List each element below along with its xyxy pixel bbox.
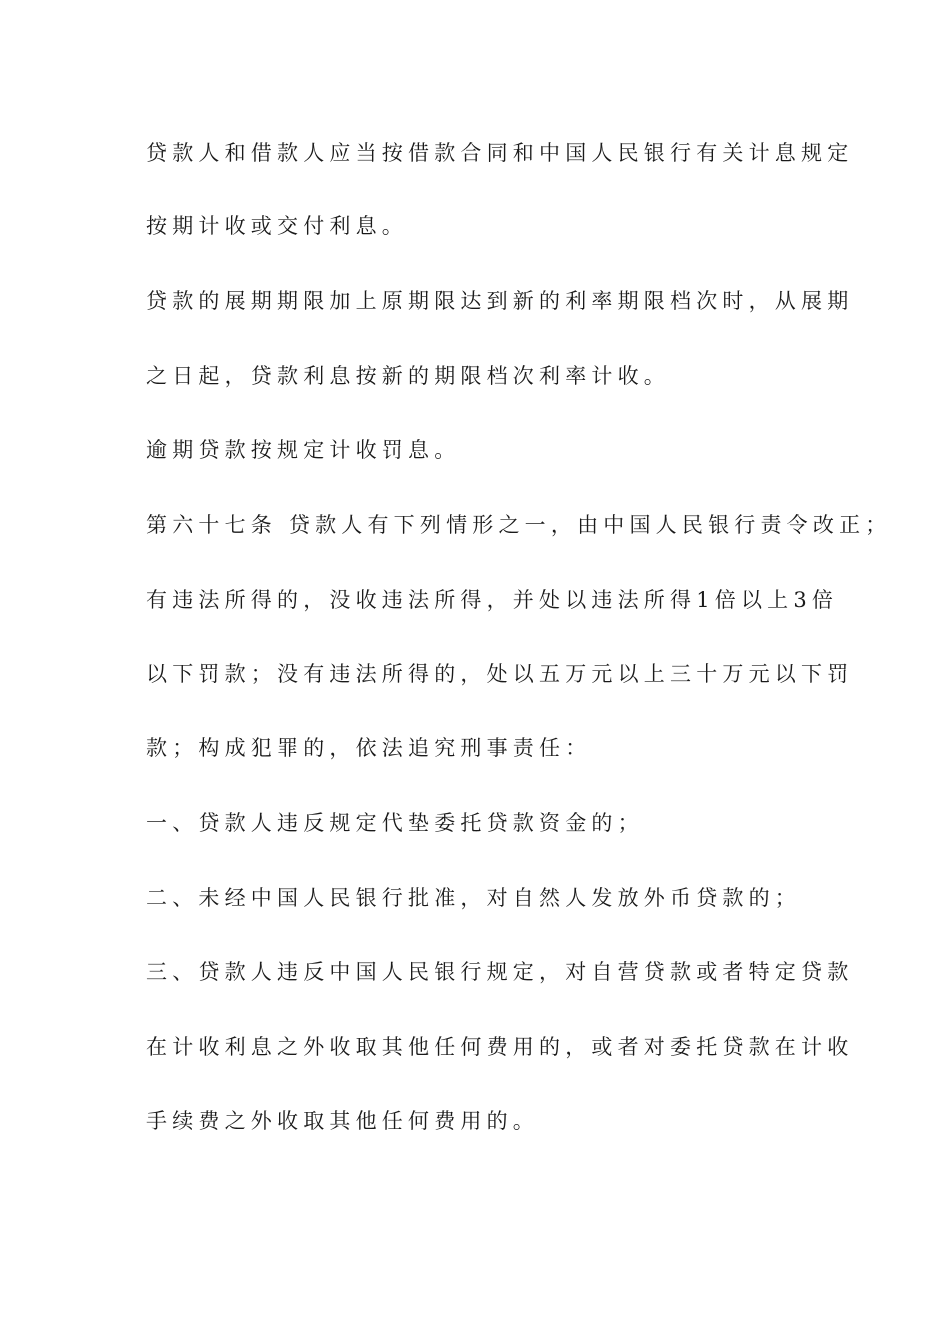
text-line: 三、贷款人违反中国人民银行规定，对自营贷款或者特定贷款: [146, 960, 854, 984]
text-line: 二、未经中国人民银行批准，对自然人发放外币贷款的；: [146, 886, 801, 910]
text-line: 以下罚款；没有违法所得的，处以五万元以上三十万元以下罚: [146, 662, 854, 686]
text-line: 逾期贷款按规定计收罚息。: [146, 438, 461, 462]
text-line: 有违法所得的，没收违法所得，并处以违法所得1倍以上3倍: [146, 588, 839, 612]
text-line: 贷款的展期期限加上原期限达到新的利率期限档次时，从展期: [146, 289, 854, 313]
text-line: 第六十七条 贷款人有下列情形之一，由中国人民银行责令改正；: [146, 513, 892, 537]
text-line: 在计收利息之外收取其他任何费用的，或者对委托贷款在计收: [146, 1035, 854, 1059]
text-line: 一、贷款人违反规定代垫委托贷款资金的；: [146, 811, 644, 835]
text-line: 款；构成犯罪的，依法追究刑事责任：: [146, 736, 592, 760]
text-line: 贷款人和借款人应当按借款合同和中国人民银行有关计息规定: [146, 141, 854, 165]
text-line: 之日起，贷款利息按新的期限档次利率计收。: [146, 364, 670, 388]
text-line: 按期计收或交付利息。: [146, 214, 408, 238]
text-line: 手续费之外收取其他任何费用的。: [146, 1109, 539, 1133]
